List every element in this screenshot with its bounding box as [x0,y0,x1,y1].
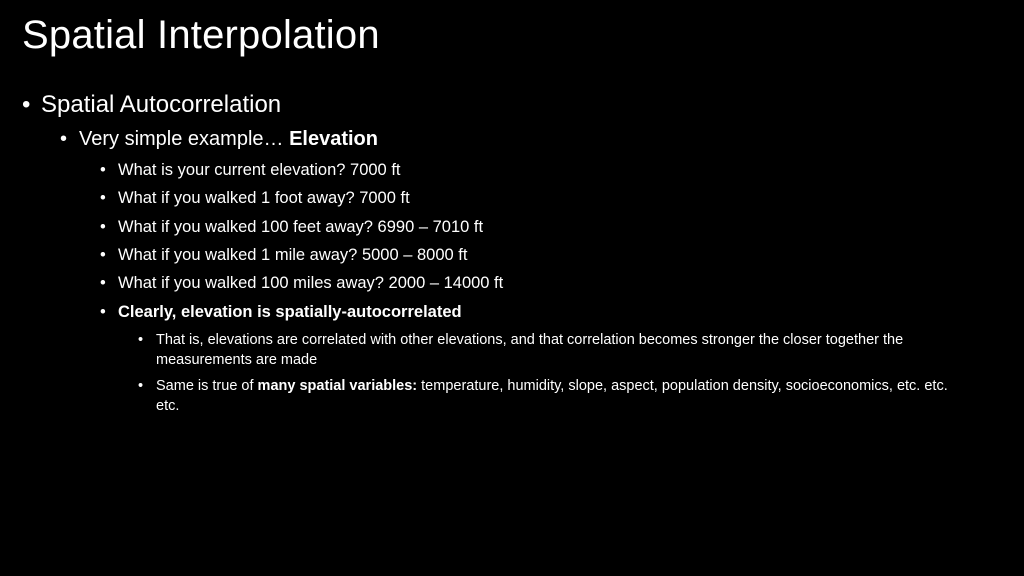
bullet-text-bold: Elevation [289,128,378,150]
bullet-icon: • [100,246,106,264]
bullet-text-regular: Very simple example… [79,128,290,150]
bullet-text: Clearly, elevation is spatially-autocorrelated [118,303,462,321]
bullet-text [156,376,958,416]
bullet-hundred-feet [100,216,483,238]
slide-title: Spatial Interpolation [22,13,380,57]
bullet-text [79,126,378,152]
bullet-icon: • [100,303,106,321]
bullet-icon: • [100,189,106,207]
bullet-clearly-autocorrelated [100,301,462,323]
bullet-that-is [138,330,958,370]
bullet-text-bold: many spatial variables: [257,378,418,394]
bullet-icon: • [100,161,106,179]
bullet-simple-example [60,126,378,152]
bullet-icon: • [138,332,144,348]
bullet-current-elevation [100,159,400,181]
bullet-text: What if you walked 100 feet away? 6990 – 7010 ft [118,218,484,236]
bullet-icon: • [60,128,68,150]
bullet-text: Spatial Autocorrelation [41,91,282,118]
bullet-spatial-autocorrelation [22,90,281,120]
bullet-one-mile [100,244,467,266]
bullet-text: What if you walked 1 mile away? 5000 – 8000 ft [118,246,468,264]
bullet-icon: • [100,218,106,236]
bullet-hundred-miles [100,272,503,294]
bullet-icon: • [138,378,144,394]
bullet-text-regular: Same is true of [156,378,258,394]
bullet-icon: • [22,91,31,118]
bullet-same-is-true [138,376,958,416]
bullet-text: What if you walked 100 miles away? 2000 – 14000 ft [118,274,504,292]
bullet-icon: • [100,274,106,292]
bullet-text: That is, elevations are correlated with other elevations, and that correlation becomes stronger the closer together the measurements are made [156,332,904,368]
bullet-one-foot [100,187,410,209]
bullet-text: What if you walked 1 foot away? 7000 ft [118,189,410,207]
bullet-text-regular: temperature, humidity, slope, aspect, population density, socioeconomics, etc. etc. etc. [156,378,952,414]
bullet-text: What is your current elevation? 7000 ft [118,161,401,179]
